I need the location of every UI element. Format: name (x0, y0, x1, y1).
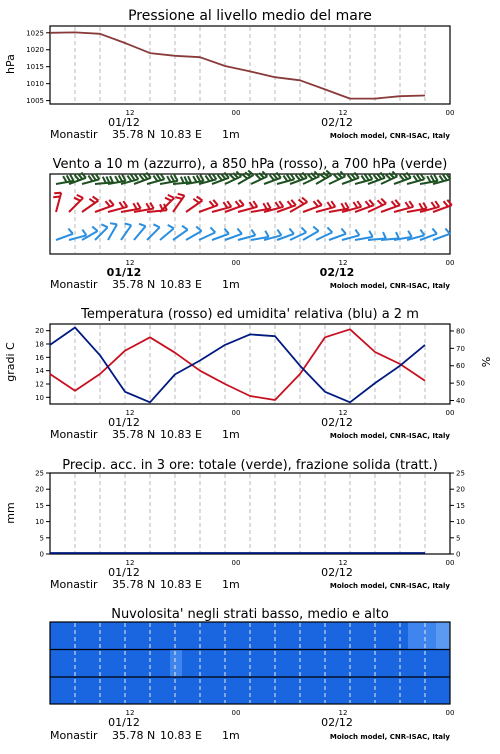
precipitation-grid (75, 474, 425, 553)
wind-barb-feather (74, 198, 80, 201)
wind-barb-feather (383, 232, 386, 238)
humidity-line (50, 328, 425, 403)
temperature-time-axis (108, 409, 454, 429)
wind-barb-feather (93, 197, 99, 201)
wind-barb-feather (81, 173, 86, 178)
y-tick-label: 25 (35, 469, 44, 478)
wind-barb-feather (417, 175, 421, 181)
location-name: Monastir (50, 128, 98, 141)
precipitation-date-label: 01/12 (108, 566, 140, 579)
wind-barb-feather (419, 203, 423, 209)
wind-barb-shaft (82, 201, 98, 213)
y-tick-label: 16 (35, 353, 44, 362)
wind-barb-feather (237, 229, 242, 234)
wind-barb-feather (405, 202, 409, 208)
location-elevation: 1m (222, 578, 240, 591)
wind-barb-feather (184, 176, 187, 182)
wind-barb-feather (355, 230, 359, 236)
wind-barb-feather (289, 229, 294, 234)
y-tick-label: 10 (35, 393, 44, 402)
cloud-tick-label: 12 (125, 709, 135, 717)
wind-barb (147, 224, 160, 240)
wind-barb-feather (167, 176, 171, 182)
temperature-tick-label: 00 (445, 409, 455, 417)
temperature-tick-label: 12 (125, 409, 135, 417)
wind-barb-shaft (121, 225, 131, 240)
humidity-ylabel: % (480, 356, 493, 368)
wind-barb-feather (276, 173, 281, 178)
pressure-tick-label: 00 (231, 109, 241, 117)
cloud-title: Nuvolosita' negli strati basso, medio e alto (111, 607, 389, 622)
wind-barb (160, 225, 174, 240)
wind-barb-feather (92, 227, 97, 232)
temperature-grid (75, 325, 425, 403)
y-tick-label: 60 (456, 362, 465, 371)
humidity-y-ticks (450, 327, 465, 405)
wind-tick-label: 00 (445, 259, 455, 267)
pressure-grid (75, 27, 425, 103)
wind-barb-feather (265, 231, 269, 237)
precipitation-footer (50, 578, 450, 591)
wind-barb-feather (213, 200, 218, 205)
wind-barb-shaft (108, 224, 117, 240)
model-credit: Moloch model, CNR-ISAC, Italy (329, 132, 450, 140)
wind-barb-feather (408, 231, 412, 237)
location-lon: 10.83 E (160, 278, 202, 291)
location-lon: 10.83 E (160, 128, 202, 141)
wind-barb-feather (168, 195, 174, 198)
y-tick-label: 1005 (26, 97, 44, 106)
precipitation-date-label: 02/12 (321, 566, 353, 579)
wind-barb-feather (188, 176, 191, 182)
wind-barb-feather (283, 176, 287, 182)
temperature-humidity-series (50, 328, 425, 403)
cloud-date-label: 01/12 (108, 716, 140, 729)
wind-barb-feather (354, 173, 359, 178)
wind-barb-feather (392, 201, 397, 206)
pressure-footer (50, 128, 450, 141)
wind-barb-shaft (160, 228, 174, 240)
location-lat: 35.78 N (112, 428, 156, 441)
wind-panel (50, 157, 454, 291)
wind-barb-feather (119, 175, 123, 181)
wind-barb-feather (409, 201, 413, 207)
wind-barb-feather (70, 175, 74, 181)
wind-barb-feather (210, 227, 215, 232)
wind-barb-feather (369, 200, 374, 205)
wind-date-label: 02/12 (319, 266, 355, 279)
wind-barb (251, 171, 267, 184)
wind-barb-feather (178, 194, 185, 196)
wind-barb-feather (357, 201, 361, 207)
wind-barb-feather (101, 224, 107, 227)
wind-barb-feather (302, 198, 307, 203)
wind-barb (121, 223, 131, 240)
cloud-tick-label: 00 (445, 709, 455, 717)
wind-barb-feather (361, 176, 365, 182)
wind-barb-feather (331, 201, 335, 207)
wind-barb-feather (341, 203, 345, 209)
wind-barb (69, 195, 83, 212)
y-tick-label: 70 (456, 344, 465, 353)
wind-barb-feather (109, 200, 114, 205)
cloud-tick-label: 12 (338, 709, 348, 717)
wind-title: Vento a 10 m (azzurro), a 850 hPa (rosso), a 700 hPa (verde) (52, 157, 448, 172)
y-tick-label: 20 (35, 485, 44, 494)
temperature-tick-label: 12 (338, 409, 348, 417)
wind-barb-feather (110, 176, 113, 182)
wind-barb-feather (275, 202, 279, 208)
pressure-tick-label: 12 (338, 109, 348, 117)
cloud-heatmap (50, 622, 450, 705)
pressure-tick-label: 00 (445, 109, 455, 117)
y-tick-label: 80 (456, 327, 465, 336)
wind-barb (199, 227, 215, 240)
wind-barb (82, 197, 98, 213)
wind-barb-feather (267, 203, 271, 209)
wind-barb-feather (115, 176, 119, 182)
precipitation-plot-area (50, 473, 450, 554)
wind-barb-shaft (147, 227, 160, 240)
wind-barb-feather (366, 201, 371, 206)
cloud-cell (170, 650, 182, 678)
cloud-date-label: 02/12 (321, 716, 353, 729)
y-tick-label: 20 (456, 485, 465, 494)
wind-barb-feather (171, 175, 175, 181)
wind-barb-feather (54, 193, 61, 194)
wind-barb-feather (168, 225, 174, 229)
wind-barb-feather (313, 227, 318, 232)
wind-barb-feather (125, 223, 132, 225)
location-lat: 35.78 N (112, 278, 156, 291)
wind-barb-feather (378, 200, 383, 205)
wind-barb-feather (439, 176, 443, 182)
y-tick-label: 1025 (26, 29, 44, 38)
wind-barb-feather (153, 176, 157, 182)
wind-barb-feather (68, 229, 73, 234)
precipitation-tick-label: 12 (125, 559, 135, 567)
y-tick-label: 14 (35, 367, 44, 376)
wind-barb-feather (314, 201, 319, 206)
precipitation-panel (4, 458, 465, 591)
precipitation-y-ticks (35, 470, 50, 559)
pressure-line (50, 32, 425, 98)
y-tick-label: 1015 (26, 63, 44, 72)
wind-barb-feather (175, 197, 182, 199)
wind-barb-feather (288, 201, 293, 206)
location-elevation: 1m (222, 278, 240, 291)
location-name: Monastir (50, 729, 98, 742)
pressure-series (50, 32, 425, 98)
cloud-time-axis (108, 709, 454, 729)
y-tick-label: 20 (35, 327, 44, 336)
precipitation-ylabel: mm (4, 502, 17, 524)
wind-barb-shaft (134, 226, 146, 240)
y-tick-label: 0 (456, 550, 461, 559)
pressure-ylabel: hPa (4, 54, 17, 74)
wind-barb-feather (239, 200, 244, 205)
wind-barb-feather (327, 227, 332, 232)
pressure-date-label: 01/12 (108, 116, 140, 129)
wind-barb-feather (106, 201, 111, 206)
y-tick-label: 18 (35, 340, 44, 349)
y-tick-label: 25 (456, 469, 465, 478)
wind-barb (134, 224, 146, 240)
wind-barb-feather (251, 230, 255, 236)
wind-barb-feather (182, 226, 188, 230)
y-tick-label: 10 (35, 518, 44, 527)
wind-barb-shaft (56, 193, 61, 212)
wind-barb (290, 198, 307, 213)
wind-barb (329, 171, 345, 184)
y-tick-label: 15 (35, 501, 44, 510)
wind-barb-feather (106, 176, 109, 182)
location-name: Monastir (50, 578, 98, 591)
wind-barb-feather (253, 201, 257, 207)
wind-footer (50, 278, 450, 291)
wind-barb-feather (299, 200, 304, 205)
wind-date-label: 01/12 (106, 266, 142, 279)
wind-barb-feather (427, 176, 431, 182)
wind-barb-feather (341, 229, 346, 234)
wind-barb-feather (227, 201, 231, 207)
y-tick-label: 5 (456, 534, 461, 543)
pressure-title: Pressione al livello medio del mare (128, 8, 372, 24)
temperature-ylabel: gradi C (4, 342, 17, 382)
wind-barb (316, 227, 332, 240)
wind-barb-feather (432, 229, 437, 234)
location-name: Monastir (50, 278, 98, 291)
model-credit: Moloch model, CNR-ISAC, Italy (329, 733, 450, 741)
wind-barb-feather (279, 201, 283, 207)
wind-barb-feather (434, 175, 438, 181)
wind-barb-feather (209, 175, 213, 181)
wind-barb-feather (131, 175, 135, 181)
wind-barb-feather (413, 176, 417, 182)
y-tick-label: 1020 (26, 46, 44, 55)
model-credit: Moloch model, CNR-ISAC, Italy (329, 432, 450, 440)
location-lon: 10.83 E (160, 729, 202, 742)
wind-barb-feather (89, 199, 95, 203)
location-lon: 10.83 E (160, 578, 202, 591)
wind-barb-feather (193, 176, 197, 182)
wind-tick-label: 12 (125, 259, 135, 267)
wind-barb-feather (146, 203, 150, 209)
pressure-y-ticks (26, 29, 50, 105)
wind-barb-feather (103, 177, 106, 183)
temperature-panel (4, 307, 493, 441)
location-elevation: 1m (222, 428, 240, 441)
location-elevation: 1m (222, 729, 240, 742)
wind-barb-feather (63, 176, 67, 182)
temperature-date-label: 01/12 (108, 416, 140, 429)
wind-barb-feather (287, 175, 291, 181)
wind-time-axis (107, 259, 455, 279)
wind-barb-feather (365, 175, 369, 181)
precipitation-tick-label: 00 (445, 559, 455, 567)
location-lat: 35.78 N (112, 729, 156, 742)
wind-barb-feather (353, 202, 357, 208)
wind-barb-feather (420, 230, 424, 236)
location-lat: 35.78 N (112, 128, 156, 141)
precipitation-tick-label: 12 (338, 559, 348, 567)
wind-barb-feather (380, 173, 385, 178)
wind-barb (186, 227, 202, 241)
wind-barb-feather (153, 224, 159, 227)
wind-barb-feather (445, 229, 450, 234)
wind-barb-feather (196, 227, 201, 232)
wind-barb-feather (369, 231, 373, 237)
pressure-time-axis (108, 109, 454, 129)
cloud-footer (50, 729, 450, 742)
wind-barb-feather (263, 203, 267, 209)
y-tick-label: 5 (39, 534, 44, 543)
wind-barb-feather (193, 199, 199, 203)
wind-barb-feather (291, 200, 296, 205)
wind-barb-feather (110, 223, 117, 224)
location-elevation: 1m (222, 128, 240, 141)
y-tick-label: 0 (39, 550, 44, 559)
model-credit: Moloch model, CNR-ISAC, Italy (329, 282, 450, 290)
location-lon: 10.83 E (160, 428, 202, 441)
wind-barb-feather (435, 201, 439, 207)
precipitation-time-axis (108, 559, 454, 579)
y-tick-label: 1010 (26, 80, 44, 89)
wind-barb-feather (381, 199, 386, 204)
wind-barb (108, 223, 117, 240)
wind-barb (56, 229, 73, 241)
wind-barb-feather (327, 202, 331, 208)
y-tick-label: 15 (456, 501, 465, 510)
wind-barb-feather (406, 173, 411, 178)
y-tick-label: 40 (456, 397, 465, 406)
wind-barb-feather (317, 200, 322, 205)
wind-barb-feather (82, 230, 86, 236)
wind-barb-feather (133, 203, 137, 209)
wind-barb-feather (277, 230, 281, 236)
wind-barb-feather (165, 198, 171, 201)
wind-barb-feather (396, 232, 399, 238)
cloud-cell (408, 622, 436, 650)
cloud-panel (50, 607, 454, 742)
y-tick-label: 50 (456, 379, 465, 388)
wind-barb-feather (210, 201, 215, 206)
wind-barb-feather (139, 224, 146, 226)
wind-barb-feather (200, 175, 204, 181)
wind-barb-feather (205, 176, 209, 182)
wind-barb-feather (444, 201, 449, 206)
location-name: Monastir (50, 428, 98, 441)
precipitation-tick-label: 00 (231, 559, 241, 567)
wind-barb-feather (137, 203, 141, 209)
wind-grid (75, 175, 425, 253)
pressure-tick-label: 12 (125, 109, 135, 117)
wind-barb-feather (236, 201, 241, 206)
cloud-cell (436, 622, 450, 650)
wind-barb-feather (345, 203, 349, 209)
precipitation-title: Precip. acc. in 3 ore: totale (verde), frazione solida (tratt.) (62, 458, 438, 473)
wind-barb-shaft (69, 198, 83, 212)
location-lat: 35.78 N (112, 578, 156, 591)
y-tick-label: 10 (456, 518, 465, 527)
wind-barb-feather (301, 227, 306, 232)
wind-barb-feather (157, 175, 161, 181)
wind-barb-feather (92, 175, 96, 181)
temperature-title: Temperatura (rosso) ed umidita' relativa (blu) a 2 m (81, 307, 419, 322)
temperature-date-label: 02/12 (321, 416, 353, 429)
wind-barb-feather (150, 203, 154, 209)
pressure-panel (4, 8, 454, 141)
wind-barb-feather (127, 176, 131, 182)
wind-barb-feather (302, 173, 307, 178)
y-tick-label: 12 (35, 380, 44, 389)
pressure-date-label: 02/12 (321, 116, 353, 129)
wind-tick-label: 12 (338, 259, 348, 267)
wind-barb-feather (431, 175, 435, 181)
wind-tick-label: 00 (231, 259, 241, 267)
wind-barb-feather (181, 177, 184, 183)
wind-barb-feather (431, 202, 435, 208)
wind-barb-feather (67, 175, 71, 181)
wind-barbs (53, 171, 452, 241)
precipitation-y-ticks-right (450, 470, 465, 559)
temperature-y-ticks (35, 327, 50, 402)
wind-barb-feather (443, 175, 447, 181)
cloud-tick-label: 00 (231, 709, 241, 717)
wind-barb-feather (395, 200, 400, 205)
temperature-footer (50, 428, 450, 441)
wind-barb-feather (88, 176, 92, 182)
wind-barb-feather (119, 202, 123, 208)
wind-barb (53, 193, 61, 212)
wind-barb-shaft (186, 231, 202, 240)
temperature-tick-label: 00 (231, 409, 241, 417)
model-credit: Moloch model, CNR-ISAC, Italy (329, 582, 450, 590)
wind-barb-feather (77, 195, 83, 198)
wind-barb-feather (53, 197, 60, 198)
wind-barb-feather (223, 202, 227, 208)
